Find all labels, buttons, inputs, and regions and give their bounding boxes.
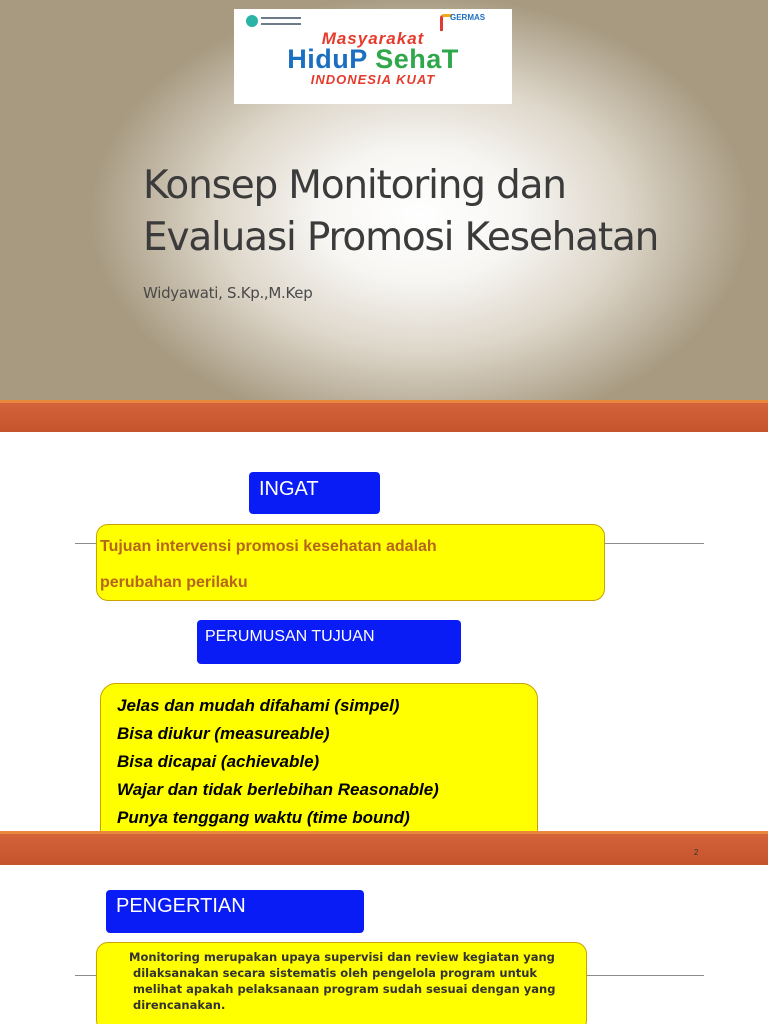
- ingat-label: INGAT: [249, 472, 380, 514]
- logo-line-hidup-sehat: HiduP SehaT: [287, 44, 459, 74]
- slide-footer-band: [0, 400, 768, 432]
- criteria-item: Punya tenggang waktu (time bound): [117, 808, 410, 827]
- divider-line-right: [604, 543, 704, 544]
- definition-line: dilaksanakan secara sistematis oleh pengelola program untuk: [133, 966, 538, 980]
- criteria-item: Bisa diukur (measureable): [117, 724, 330, 743]
- divider-line-left: [75, 975, 97, 976]
- divider-line-right: [586, 975, 704, 976]
- goal-text-line-2: perubahan perilaku: [100, 574, 248, 591]
- criteria-list: [100, 683, 538, 851]
- perumusan-tujuan-label: PERUMUSAN TUJUAN: [197, 620, 461, 664]
- definition-line: direncanakan.: [133, 998, 226, 1012]
- pengertian-label: PENGERTIAN: [106, 890, 364, 933]
- slide-title-line-1: Konsep Monitoring dan: [143, 163, 566, 208]
- goals-slide: [0, 432, 768, 865]
- ministry-logo-icon: [246, 14, 306, 28]
- slide-footer-band: [0, 831, 768, 865]
- definition-line: melihat apakah pelaksanaan program sudah sesuai dengan yang: [133, 982, 556, 996]
- goal-callout: [96, 524, 605, 601]
- divider-line-left: [75, 543, 97, 544]
- definition-callout: [96, 942, 587, 1024]
- title-slide: [0, 0, 768, 432]
- germas-wordmark: GERMAS: [450, 13, 486, 22]
- definition-line: Monitoring merupakan upaya supervisi dan review kegiatan yang: [129, 950, 555, 964]
- slide-title: [143, 160, 743, 264]
- germas-logo: [234, 9, 512, 104]
- definition-slide: [0, 865, 768, 1024]
- author-name: Widyawati, S.Kp.,M.Kep: [143, 284, 313, 302]
- page-number: 2: [694, 848, 699, 857]
- logo-line-indonesia-kuat: INDONESIA KUAT: [310, 72, 436, 87]
- criteria-item: Jelas dan mudah difahami (simpel): [117, 696, 400, 715]
- logo-line-masyarakat: Masyarakat: [321, 29, 425, 48]
- slide-title-line-2: Evaluasi Promosi Kesehatan: [143, 215, 659, 260]
- criteria-item: Bisa dicapai (achievable): [117, 752, 320, 771]
- criteria-item: Wajar dan tidak berlebihan Reasonable): [117, 780, 439, 799]
- goal-text-line-1: Tujuan intervensi promosi kesehatan adalah: [100, 538, 437, 555]
